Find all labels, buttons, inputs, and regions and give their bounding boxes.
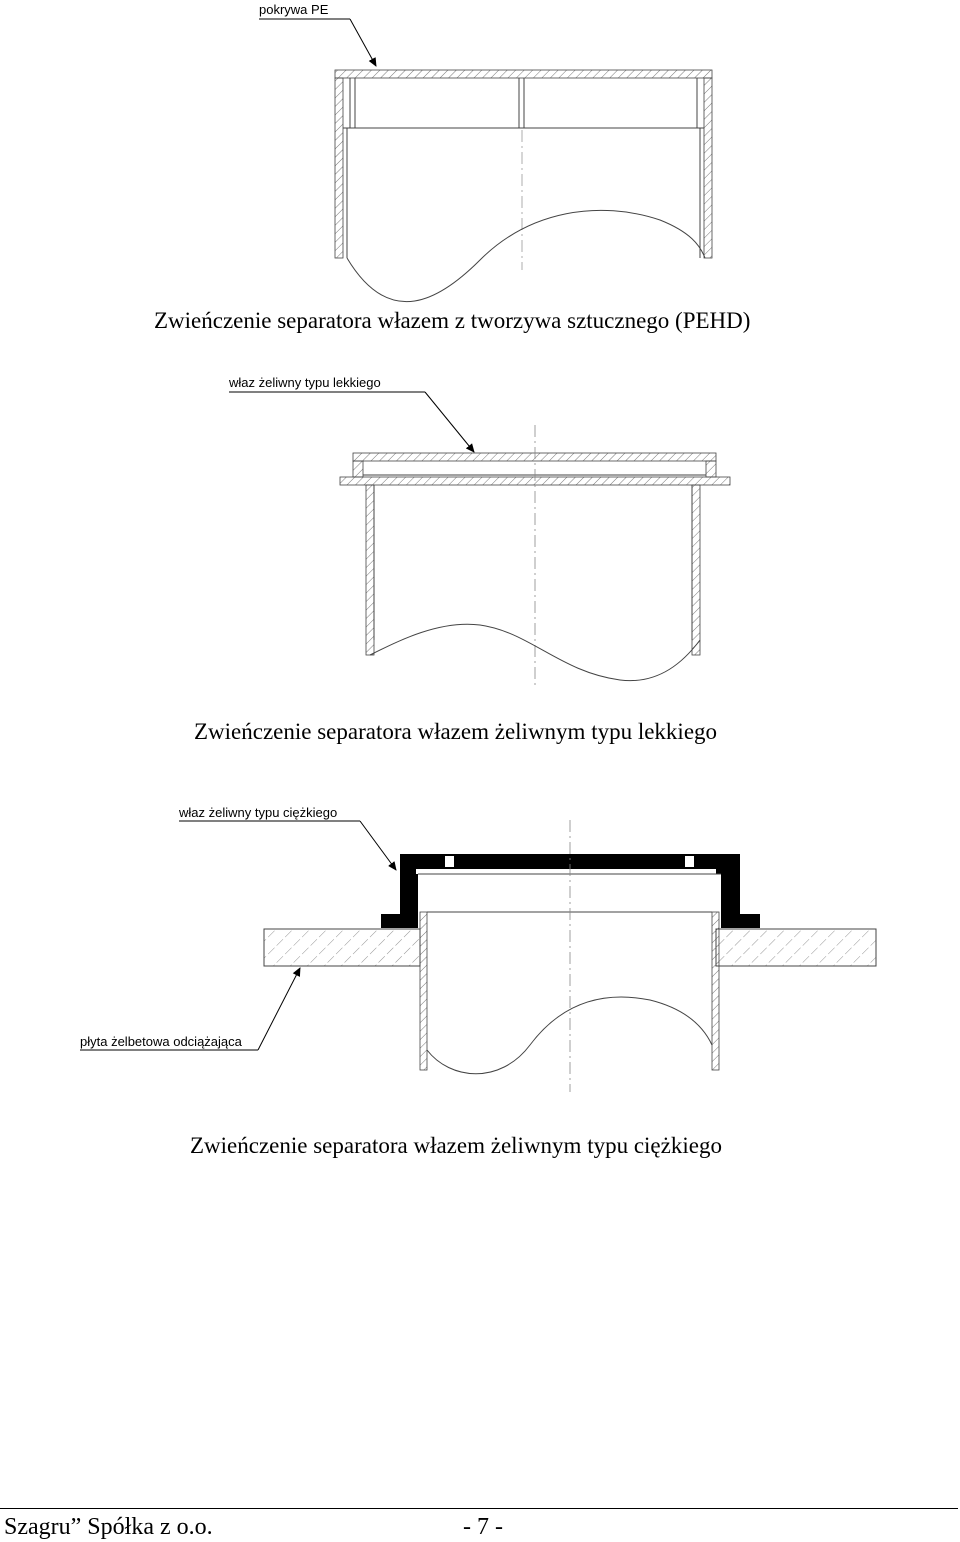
slab-left bbox=[264, 929, 420, 966]
callout-light-manhole: właz żeliwny typu lekkiego bbox=[229, 375, 381, 390]
leader-arrow bbox=[425, 392, 474, 452]
callout-slab: płyta żelbetowa odciążająca bbox=[80, 1034, 242, 1049]
drawing-heavy-cast-iron bbox=[80, 805, 876, 1092]
callout-heavy-manhole: właz żeliwny typu ciężkiego bbox=[179, 805, 338, 820]
slab-right bbox=[716, 929, 876, 966]
leader-arrow bbox=[258, 968, 300, 1050]
caption-pe-cover: Zwieńczenie separatora włazem z tworzywa sztucznego (PEHD) bbox=[154, 308, 751, 333]
drawing-pe-cover bbox=[259, 2, 712, 302]
footer-page-number: - 7 - bbox=[463, 1514, 503, 1540]
callout-pe-cover: pokrywa PE bbox=[259, 2, 329, 17]
footer-company: Szagru” Spółka z o.o. bbox=[4, 1514, 213, 1540]
footer-divider bbox=[0, 1508, 958, 1509]
leader-arrow bbox=[350, 19, 376, 66]
drawing-light-cast-iron bbox=[228, 375, 730, 685]
leader-arrow bbox=[360, 821, 396, 870]
caption-heavy-manhole: Zwieńczenie separatora włazem żeliwnym typu ciężkiego bbox=[190, 1133, 722, 1158]
caption-light-manhole: Zwieńczenie separatora włazem żeliwnym typu lekkiego bbox=[194, 719, 718, 744]
